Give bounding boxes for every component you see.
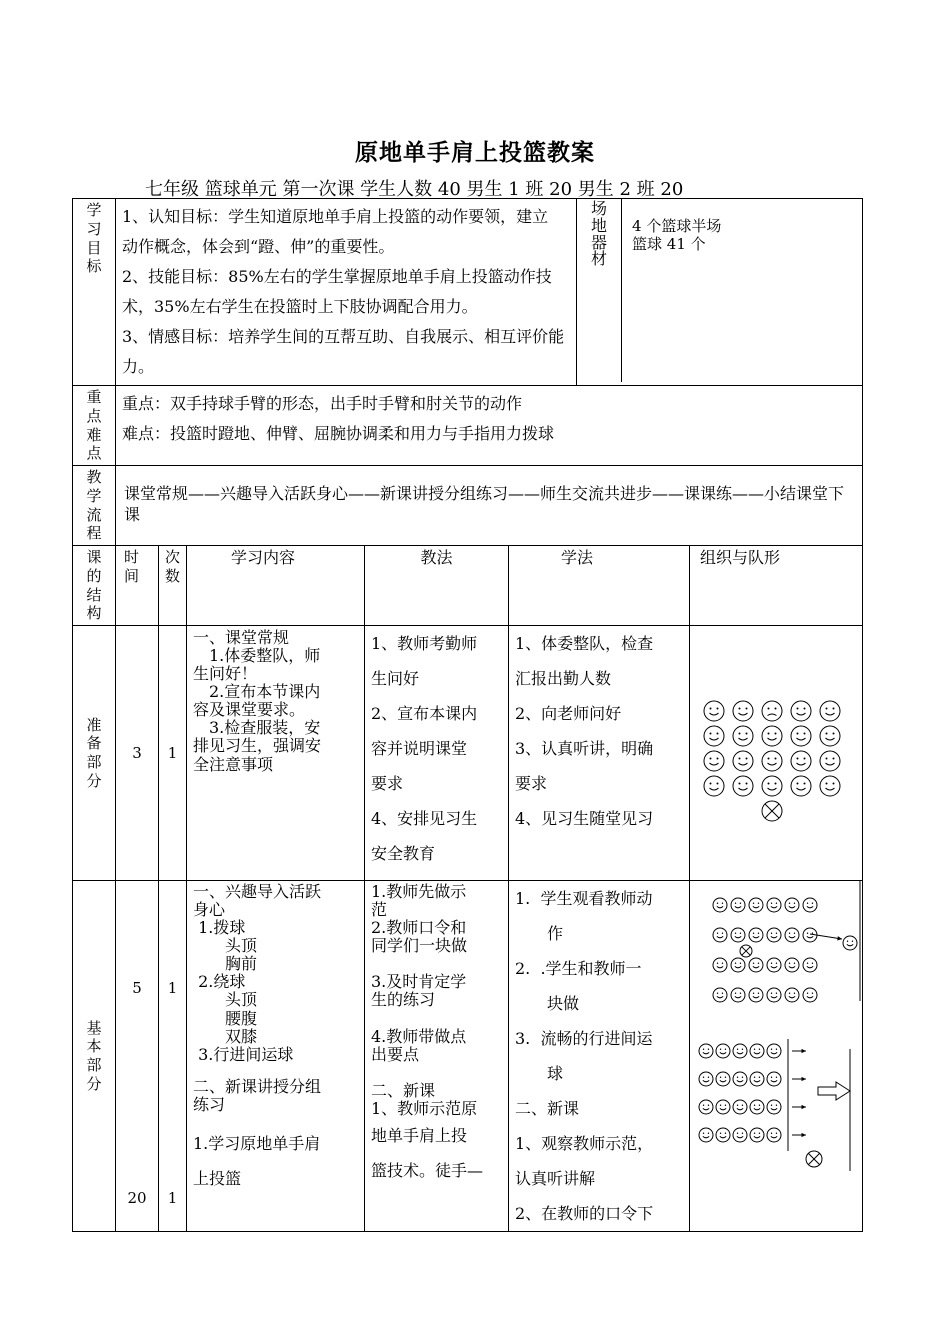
basic-label <box>73 881 116 1232</box>
line: 二、新课讲授分组 <box>193 1076 322 1096</box>
basic-teaching-a <box>371 883 502 1118</box>
prep-count: 1 <box>159 626 187 881</box>
line: 难 <box>86 425 102 444</box>
prep-teaching <box>365 626 509 881</box>
line: 排见习生，强调安 <box>193 736 322 756</box>
line: 结 <box>86 585 102 604</box>
goals-label <box>73 199 116 386</box>
smiley-face-icon <box>750 1100 764 1114</box>
line: 地单手肩上投 <box>371 1126 468 1146</box>
teacher-marker-icon <box>806 1151 822 1167</box>
line: 头顶 <box>193 990 258 1010</box>
smiley-face-icon <box>713 988 727 1002</box>
smiley-face-icon <box>731 958 745 972</box>
smiley-face-icon <box>733 751 753 771</box>
prep-learning <box>509 626 690 881</box>
smiley-face-icon <box>803 988 817 1002</box>
arrow-head-icon <box>802 1133 807 1137</box>
line: 点 <box>86 406 102 425</box>
line: 篮技术。徒手— <box>371 1161 484 1181</box>
line: 认真听讲解 <box>515 1169 596 1188</box>
smiley-face-icon <box>713 958 727 972</box>
smiley-face-icon <box>803 958 817 972</box>
line: 2、技能目标：85%左右的学生掌握原地单手肩上投篮动作技 <box>122 267 552 286</box>
line: 流 <box>86 505 102 524</box>
smiley-face-icon <box>731 898 745 912</box>
smiley-face-icon <box>785 988 799 1002</box>
basic-content-new <box>193 1078 358 1114</box>
smiley-face-icon <box>731 928 745 942</box>
line: 材 <box>591 249 608 269</box>
line <box>371 1064 502 1082</box>
line: 习 <box>86 219 102 238</box>
prep-time: 3 <box>116 626 159 881</box>
line: 备 <box>86 734 102 753</box>
line: 部 <box>86 1056 102 1074</box>
line: 容及课堂要求。 <box>193 700 306 720</box>
smiley-face-icon <box>820 776 840 796</box>
smiley-face-icon <box>733 701 753 721</box>
prep-label <box>73 626 116 881</box>
line: 2. .学生和教师一 <box>515 959 642 978</box>
smiley-face-icon <box>820 701 840 721</box>
line: 出要点 <box>371 1044 420 1064</box>
line: 二、新课 <box>515 1099 580 1118</box>
smiley-face-icon <box>785 928 799 942</box>
smiley-face-icon <box>733 1128 747 1142</box>
smiley-face-icon <box>767 1044 781 1058</box>
line: 难点：投篮时蹬地、伸臂、屈腕协调柔和用力与手指用力拨球 <box>122 424 555 443</box>
line: 1.教师先做示 <box>371 882 467 901</box>
line: 4、安排见习生 <box>371 809 478 828</box>
line: 2、向老师问好 <box>515 704 622 723</box>
basic-time-2: 20 <box>127 1189 147 1207</box>
page-title: 原地单手肩上投篮教案 <box>355 139 595 166</box>
line: 标 <box>86 257 102 276</box>
smiley-face-icon <box>767 928 781 942</box>
line: 练习 <box>193 1094 226 1114</box>
smiley-face-icon <box>762 776 782 796</box>
content-header: 学习内容 <box>187 546 365 626</box>
smiley-face-icon <box>704 776 724 796</box>
line: 汇报出勤人数 <box>515 669 612 688</box>
process-label <box>73 466 116 546</box>
line: 双膝 <box>193 1026 258 1046</box>
goals-text <box>116 199 577 386</box>
smiley-face-icon <box>699 1128 713 1142</box>
smiley-face-icon <box>785 958 799 972</box>
smiley-face-icon <box>699 1044 713 1058</box>
line: 1.拨球 <box>193 918 246 938</box>
smiley-face-icon <box>733 726 753 746</box>
line: 3、认真听讲，明确 <box>515 739 654 758</box>
basic-content-warmup <box>193 883 358 1064</box>
basic-learning <box>509 881 690 1232</box>
line: 程 <box>86 524 102 543</box>
smiley-face-icon <box>749 928 763 942</box>
basic-time <box>116 881 159 1232</box>
teaching-header: 教法 <box>365 546 509 626</box>
arrow-head-icon <box>837 936 842 940</box>
line: 间 <box>124 566 140 585</box>
basic-row <box>73 881 863 1232</box>
line: 1、观察教师示范， <box>515 1134 654 1153</box>
arrow-head-icon <box>802 1077 807 1081</box>
prep-formation <box>690 626 863 881</box>
smiley-face-icon <box>713 928 727 942</box>
smiley-face-icon <box>750 1072 764 1086</box>
learning-header: 学法 <box>509 546 690 626</box>
line: 要求 <box>371 774 404 793</box>
line: 作 <box>515 924 564 943</box>
smiley-face-icon <box>767 1100 781 1114</box>
line: 范 <box>371 900 388 920</box>
smiley-face-icon <box>716 1072 730 1086</box>
line: 胸前 <box>193 954 258 974</box>
structure-header <box>73 546 116 626</box>
line: 2、在教师的口令下 <box>515 1204 654 1223</box>
line: 3. 流畅的行进间运 <box>515 1029 653 1048</box>
line: 4、见习生随堂见习 <box>515 809 654 828</box>
equipment-label <box>577 199 622 382</box>
smiley-face-icon <box>704 701 724 721</box>
line: 地 <box>591 215 608 235</box>
line: 头顶 <box>193 936 258 956</box>
line: 1、教师示范原 <box>371 1098 478 1118</box>
line <box>371 1010 502 1028</box>
smiley-face-icon <box>791 751 811 771</box>
line: 全注意事项 <box>193 754 274 774</box>
smiley-face-icon <box>733 1100 747 1114</box>
line: 一、兴趣导入活跃 <box>193 882 322 901</box>
line: 时 <box>124 548 140 566</box>
smiley-face-icon <box>803 898 817 912</box>
process-row <box>73 466 863 546</box>
equipment-list <box>622 199 729 382</box>
key-points-text <box>116 386 863 466</box>
line: 点 <box>86 444 102 463</box>
smiley-face-icon <box>716 1044 730 1058</box>
line: 一、课堂常规 <box>193 628 290 647</box>
process-text: 课堂常规——兴趣导入活跃身心——新课讲授分组练习——师生交流共进步——课课练——小结课堂下课 <box>116 466 863 546</box>
prep-formation-diagram <box>690 683 862 823</box>
line: 动作概念，体会到“蹬、伸”的重要性。 <box>122 237 395 256</box>
basic-time-1: 5 <box>132 979 142 997</box>
smiley-face-icon <box>767 1072 781 1086</box>
smiley-face-icon <box>704 751 724 771</box>
line: 块做 <box>515 994 580 1013</box>
line: 1、体委整队，检查 <box>515 634 654 653</box>
basic-count-2: 1 <box>167 1189 178 1207</box>
header-row <box>73 546 863 626</box>
basic-content-shot <box>193 1126 358 1196</box>
smiley-face-icon <box>785 898 799 912</box>
smiley-face-icon <box>733 1072 747 1086</box>
line: 身心 <box>193 900 226 920</box>
line: 学 <box>86 201 102 219</box>
basic-content <box>187 881 365 1232</box>
line: 部 <box>86 753 102 771</box>
smiley-face-icon <box>731 988 745 1002</box>
line: 器 <box>591 232 608 252</box>
line: 本 <box>86 1037 102 1056</box>
prep-content <box>187 626 365 881</box>
line: 分 <box>86 771 102 790</box>
basic-formation-diagram <box>690 881 862 1221</box>
lesson-plan-table <box>72 198 863 1232</box>
line: 2.教师口令和 <box>371 918 467 938</box>
smiley-face-icon <box>749 898 763 912</box>
smiley-face-icon <box>767 1128 781 1142</box>
smiley-face-icon <box>750 1128 764 1142</box>
smiley-face-icon <box>749 958 763 972</box>
line: 准 <box>86 715 102 734</box>
line: 生问好！ <box>193 664 258 684</box>
arrow-line <box>810 934 842 939</box>
line: 3.及时肯定学 <box>371 972 467 992</box>
line: 4 个篮球半场 <box>632 217 722 235</box>
line: 2.宣布本节课内 <box>193 682 321 702</box>
line: 构 <box>86 604 102 623</box>
line: 次 <box>164 548 180 566</box>
line: 场 <box>591 199 608 218</box>
smiley-face-icon <box>699 1072 713 1086</box>
arrow-head-icon <box>802 1105 807 1109</box>
line: 篮球 41 个 <box>632 235 706 253</box>
line: 3、情感目标：培养学生间的互帮互助、自我展示、相互评价能 <box>122 327 565 346</box>
basic-teaching <box>365 881 509 1232</box>
line: 4.教师带做点 <box>371 1026 467 1046</box>
line: 要求 <box>515 774 548 793</box>
line: 的 <box>86 566 102 585</box>
basic-count-1: 1 <box>167 979 178 997</box>
line: 目 <box>86 238 102 257</box>
line: 重点：双手持球手臂的形态，出手时手臂和肘关节的动作 <box>122 394 523 413</box>
line: 基 <box>86 1018 102 1037</box>
smiley-face-icon <box>767 958 781 972</box>
smiley-face-icon <box>762 726 782 746</box>
smiley-face-icon <box>767 988 781 1002</box>
time-header <box>116 546 159 626</box>
smiley-face-icon <box>820 751 840 771</box>
line: 同学们一块做 <box>371 936 468 956</box>
smiley-face-icon <box>820 726 840 746</box>
key-points-label <box>73 386 116 466</box>
prep-row <box>73 626 863 881</box>
goals-row <box>73 199 863 386</box>
line: 重 <box>86 388 102 406</box>
line: 生的练习 <box>371 990 436 1010</box>
smiley-face-icon <box>704 726 724 746</box>
smiley-face-icon <box>733 776 753 796</box>
smiley-face-icon <box>713 898 727 912</box>
line: 教 <box>86 468 102 486</box>
line: 分 <box>86 1074 102 1093</box>
smiley-face-icon <box>762 751 782 771</box>
line: 1、认知目标：学生知道原地单手肩上投篮的动作要领，建立 <box>122 207 549 226</box>
basic-count <box>159 881 187 1232</box>
key-points-row <box>73 386 863 466</box>
line: 1. 学生观看教师动 <box>515 889 653 908</box>
count-header <box>159 546 187 626</box>
line: 2、宣布本课内 <box>371 704 478 723</box>
teacher-marker-icon <box>762 801 782 821</box>
line: 生问好 <box>371 669 420 688</box>
smiley-face-icon <box>767 898 781 912</box>
smiley-face-icon <box>843 936 857 950</box>
line: 容并说明课堂 <box>371 739 468 758</box>
line: 1.学习原地单手肩 <box>193 1133 321 1153</box>
smiley-face-icon <box>791 776 811 796</box>
line: 术，35%左右学生在投篮时上下肢协调配合用力。 <box>122 297 478 316</box>
line: 1、教师考勤师 <box>371 634 478 653</box>
teacher-marker-icon <box>740 945 752 957</box>
basic-formation <box>690 881 863 1232</box>
line: 球 <box>515 1064 564 1083</box>
line: 上投篮 <box>193 1168 242 1188</box>
smiley-face-icon <box>791 701 811 721</box>
line: 数 <box>164 566 180 585</box>
line: 课 <box>86 548 102 566</box>
sad-face-icon <box>762 701 782 721</box>
line: 2.绕球 <box>193 972 246 992</box>
smiley-face-icon <box>733 1044 747 1058</box>
line: 3.行进间运球 <box>193 1044 294 1064</box>
line: 安全教育 <box>371 844 436 863</box>
line: 学 <box>86 486 102 505</box>
formation-header: 组织与队形 <box>690 546 863 626</box>
line: 力。 <box>122 357 155 376</box>
line <box>371 955 502 973</box>
smiley-face-icon <box>699 1100 713 1114</box>
line: 二、新课 <box>371 1080 436 1100</box>
line: 腰腹 <box>193 1008 258 1028</box>
smiley-face-icon <box>716 1100 730 1114</box>
smiley-face-icon <box>749 988 763 1002</box>
smiley-face-icon <box>750 1044 764 1058</box>
line: 1.体委整队，师 <box>193 646 321 666</box>
basic-teaching-b <box>371 1118 502 1188</box>
line: 3.检查服装，安 <box>193 718 321 738</box>
smiley-face-icon <box>716 1128 730 1142</box>
arrow-head-icon <box>802 1049 807 1053</box>
equipment-cell <box>577 199 863 386</box>
direction-arrow-icon <box>818 1082 850 1100</box>
lesson-info: 七年级 篮球单元 第一次课 学生人数 40 男生 1 班 20 男生 2 班 20 <box>145 179 684 200</box>
smiley-face-icon <box>791 726 811 746</box>
